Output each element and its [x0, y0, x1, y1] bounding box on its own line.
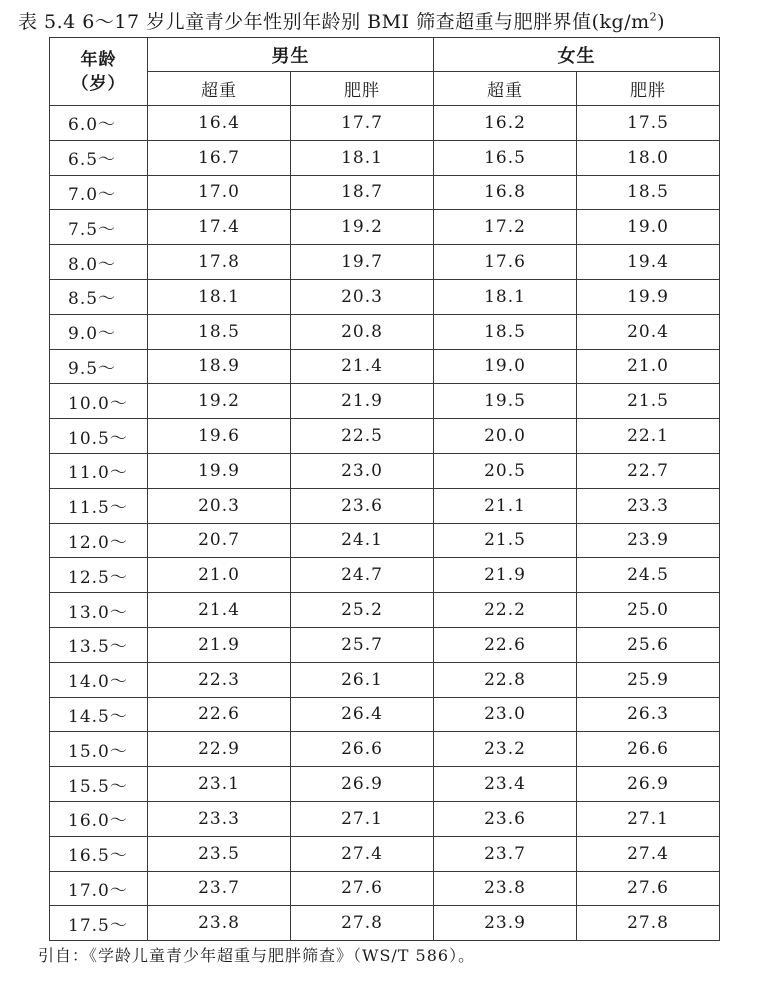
age-cell: 7.0～	[50, 175, 148, 210]
male-obese-cell: 26.9	[291, 767, 434, 802]
male-overweight-cell: 19.9	[148, 453, 291, 488]
male-overweight-cell: 16.4	[148, 106, 291, 141]
female-overweight-cell: 21.1	[434, 488, 577, 523]
female-obese-cell: 27.6	[577, 871, 720, 906]
male-overweight-cell: 23.1	[148, 767, 291, 802]
age-cell: 17.0～	[50, 871, 148, 906]
male-overweight-cell: 18.1	[148, 279, 291, 314]
male-overweight-cell: 19.2	[148, 384, 291, 419]
male-overweight-cell: 22.3	[148, 662, 291, 697]
table-row	[50, 140, 720, 175]
age-cell: 14.5～	[50, 697, 148, 732]
female-overweight-cell: 16.8	[434, 175, 577, 210]
female-overweight-cell: 18.1	[434, 279, 577, 314]
male-obese-cell: 24.1	[291, 523, 434, 558]
male-obese-header: 肥胖	[291, 72, 434, 106]
female-obese-cell: 19.9	[577, 279, 720, 314]
table-row	[50, 279, 720, 314]
male-obese-cell: 21.4	[291, 349, 434, 384]
female-obese-cell: 20.4	[577, 314, 720, 349]
age-cell: 15.5～	[50, 767, 148, 802]
male-obese-cell: 25.7	[291, 627, 434, 662]
age-cell: 8.5～	[50, 279, 148, 314]
table-row	[50, 210, 720, 245]
female-obese-cell: 23.3	[577, 488, 720, 523]
table-row	[50, 175, 720, 210]
male-obese-cell: 23.6	[291, 488, 434, 523]
female-obese-cell: 19.4	[577, 245, 720, 280]
age-cell: 16.5～	[50, 836, 148, 871]
female-obese-cell: 26.3	[577, 697, 720, 732]
female-overweight-cell: 23.6	[434, 801, 577, 836]
age-cell: 10.0～	[50, 384, 148, 419]
male-overweight-header: 超重	[148, 72, 291, 106]
male-obese-cell: 17.7	[291, 106, 434, 141]
table-row	[50, 558, 720, 593]
female-overweight-cell: 18.5	[434, 314, 577, 349]
male-overweight-cell: 21.9	[148, 627, 291, 662]
table-title-close: )	[657, 11, 666, 33]
age-cell: 6.0～	[50, 106, 148, 141]
male-overweight-cell: 21.4	[148, 593, 291, 628]
header-row-columns	[50, 72, 720, 106]
table-row	[50, 801, 720, 836]
table-row	[50, 106, 720, 141]
table-row	[50, 453, 720, 488]
male-overweight-cell: 23.7	[148, 871, 291, 906]
table-row	[50, 245, 720, 280]
male-overweight-cell: 18.5	[148, 314, 291, 349]
female-overweight-cell: 19.5	[434, 384, 577, 419]
table-header	[50, 38, 720, 106]
age-cell: 15.0～	[50, 732, 148, 767]
female-obese-cell: 18.0	[577, 140, 720, 175]
table-row	[50, 871, 720, 906]
table-row	[50, 662, 720, 697]
female-overweight-cell: 20.5	[434, 453, 577, 488]
female-overweight-cell: 23.0	[434, 697, 577, 732]
table-title	[18, 8, 768, 36]
male-obese-cell: 27.1	[291, 801, 434, 836]
male-obese-cell: 25.2	[291, 593, 434, 628]
female-overweight-cell: 19.0	[434, 349, 577, 384]
table-row	[50, 419, 720, 454]
female-overweight-cell: 22.8	[434, 662, 577, 697]
female-overweight-cell: 23.2	[434, 732, 577, 767]
female-obese-cell: 27.8	[577, 906, 720, 941]
table-row	[50, 697, 720, 732]
female-obese-cell: 25.0	[577, 593, 720, 628]
male-overweight-cell: 17.0	[148, 175, 291, 210]
age-cell: 13.5～	[50, 627, 148, 662]
age-cell: 8.0～	[50, 245, 148, 280]
female-overweight-header: 超重	[434, 72, 577, 106]
female-obese-cell: 26.6	[577, 732, 720, 767]
male-overweight-cell: 23.5	[148, 836, 291, 871]
age-cell: 9.0～	[50, 314, 148, 349]
male-overweight-cell: 23.3	[148, 801, 291, 836]
table-row	[50, 314, 720, 349]
male-obese-cell: 18.7	[291, 175, 434, 210]
female-overweight-cell: 23.8	[434, 871, 577, 906]
male-obese-cell: 20.3	[291, 279, 434, 314]
male-obese-cell: 19.7	[291, 245, 434, 280]
female-obese-cell: 21.5	[577, 384, 720, 419]
female-obese-cell: 25.9	[577, 662, 720, 697]
table-row	[50, 836, 720, 871]
female-overweight-cell: 22.2	[434, 593, 577, 628]
female-overweight-cell: 23.9	[434, 906, 577, 941]
female-obese-cell: 27.1	[577, 801, 720, 836]
female-obese-cell: 18.5	[577, 175, 720, 210]
age-header-line1: 年龄	[80, 49, 117, 70]
female-overweight-cell: 16.2	[434, 106, 577, 141]
male-overweight-cell: 22.9	[148, 732, 291, 767]
female-obese-cell: 22.7	[577, 453, 720, 488]
female-overweight-cell: 23.4	[434, 767, 577, 802]
age-cell: 13.0～	[50, 593, 148, 628]
male-obese-cell: 20.8	[291, 314, 434, 349]
male-obese-cell: 26.1	[291, 662, 434, 697]
male-obese-cell: 22.5	[291, 419, 434, 454]
age-cell: 14.0～	[50, 662, 148, 697]
male-obese-cell: 21.9	[291, 384, 434, 419]
age-cell: 11.0～	[50, 453, 148, 488]
female-overweight-cell: 17.2	[434, 210, 577, 245]
male-overweight-cell: 16.7	[148, 140, 291, 175]
female-obese-cell: 26.9	[577, 767, 720, 802]
female-overweight-cell: 23.7	[434, 836, 577, 871]
male-obese-cell: 27.4	[291, 836, 434, 871]
female-obese-cell: 23.9	[577, 523, 720, 558]
table-row	[50, 732, 720, 767]
male-overweight-cell: 19.6	[148, 419, 291, 454]
female-overweight-cell: 16.5	[434, 140, 577, 175]
female-overweight-cell: 21.9	[434, 558, 577, 593]
male-obese-cell: 23.0	[291, 453, 434, 488]
table-row	[50, 627, 720, 662]
male-overweight-cell: 23.8	[148, 906, 291, 941]
male-group-header: 男生	[148, 38, 434, 72]
female-obese-header: 肥胖	[577, 72, 720, 106]
male-overweight-cell: 20.3	[148, 488, 291, 523]
age-header-line2: （岁）	[71, 73, 126, 94]
female-obese-cell: 22.1	[577, 419, 720, 454]
female-overweight-cell: 20.0	[434, 419, 577, 454]
male-obese-cell: 26.6	[291, 732, 434, 767]
table-row	[50, 384, 720, 419]
age-cell: 12.0～	[50, 523, 148, 558]
source-citation: 引自：《学龄儿童青少年超重与肥胖筛查》（WS/T 586）。	[38, 946, 476, 965]
female-obese-cell: 21.0	[577, 349, 720, 384]
male-overweight-cell: 18.9	[148, 349, 291, 384]
age-cell: 6.5～	[50, 140, 148, 175]
male-obese-cell: 27.6	[291, 871, 434, 906]
age-cell: 7.5～	[50, 210, 148, 245]
table-row	[50, 906, 720, 941]
male-obese-cell: 18.1	[291, 140, 434, 175]
bmi-cutoff-table	[49, 37, 720, 941]
female-group-header: 女生	[434, 38, 720, 72]
male-obese-cell: 27.8	[291, 906, 434, 941]
male-obese-cell: 19.2	[291, 210, 434, 245]
age-column-header	[50, 38, 148, 106]
male-overweight-cell: 21.0	[148, 558, 291, 593]
table-row	[50, 349, 720, 384]
female-overweight-cell: 22.6	[434, 627, 577, 662]
female-overweight-cell: 21.5	[434, 523, 577, 558]
female-obese-cell: 25.6	[577, 627, 720, 662]
age-cell: 9.5～	[50, 349, 148, 384]
female-obese-cell: 27.4	[577, 836, 720, 871]
female-obese-cell: 19.0	[577, 210, 720, 245]
female-obese-cell: 17.5	[577, 106, 720, 141]
male-overweight-cell: 20.7	[148, 523, 291, 558]
male-overweight-cell: 17.4	[148, 210, 291, 245]
age-cell: 12.5～	[50, 558, 148, 593]
table-row	[50, 523, 720, 558]
female-obese-cell: 24.5	[577, 558, 720, 593]
age-cell: 17.5～	[50, 906, 148, 941]
table-row	[50, 488, 720, 523]
table-row	[50, 767, 720, 802]
table-title-text: 表 5.4 6～17 岁儿童青少年性别年龄别 BMI 筛查超重与肥胖界值(kg/m	[18, 11, 650, 33]
male-overweight-cell: 17.8	[148, 245, 291, 280]
male-obese-cell: 26.4	[291, 697, 434, 732]
female-overweight-cell: 17.6	[434, 245, 577, 280]
age-cell: 10.5～	[50, 419, 148, 454]
age-cell: 11.5～	[50, 488, 148, 523]
male-obese-cell: 24.7	[291, 558, 434, 593]
header-row-groups	[50, 38, 720, 72]
male-overweight-cell: 22.6	[148, 697, 291, 732]
table-row	[50, 593, 720, 628]
age-cell: 16.0～	[50, 801, 148, 836]
table-body	[50, 106, 720, 941]
table-title-superscript: 2	[649, 10, 658, 24]
